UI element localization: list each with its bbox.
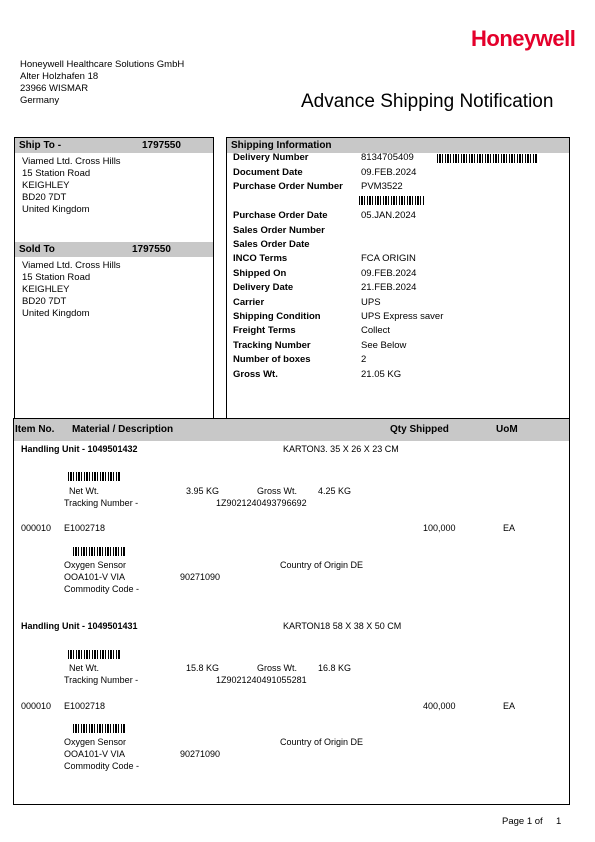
uom: EA bbox=[503, 523, 516, 533]
row-label: Purchase Order Date bbox=[233, 210, 328, 221]
sold-to-line: United Kingdom bbox=[22, 308, 90, 319]
row-value: 21.05 KG bbox=[361, 369, 402, 380]
row-label: Carrier bbox=[233, 297, 265, 308]
address-panel bbox=[14, 137, 214, 420]
commodity-code-label: Commodity Code - bbox=[64, 761, 140, 771]
row-value: 2 bbox=[361, 354, 367, 365]
sender-address bbox=[20, 59, 184, 107]
row-label: Delivery Date bbox=[233, 282, 294, 293]
row-label: Number of boxes bbox=[233, 354, 311, 365]
gross-weight-label: Gross Wt. bbox=[257, 486, 297, 496]
carton-dimensions: KARTON18 58 X 38 X 50 CM bbox=[283, 621, 402, 631]
sold-to-number: 1797550 bbox=[132, 244, 171, 255]
handling-unit-barcode bbox=[68, 472, 120, 481]
col-material: Material / Description bbox=[72, 424, 174, 435]
product-code-name: OOA101-V VIA bbox=[64, 749, 126, 759]
country-of-origin: Country of Origin DE bbox=[280, 560, 364, 570]
shipping-info-panel bbox=[226, 137, 570, 420]
handling-unit-label: Handling Unit - 1049501432 bbox=[21, 444, 138, 454]
ship-to-line: 15 Station Road bbox=[22, 168, 91, 179]
row-label: Delivery Number bbox=[233, 152, 309, 163]
row-value: 09.FEB.2024 bbox=[361, 167, 417, 178]
sold-to-line: Viamed Ltd. Cross Hills bbox=[22, 260, 121, 271]
net-weight-label: Net Wt. bbox=[69, 486, 100, 496]
ship-to-line: United Kingdom bbox=[22, 204, 90, 215]
row-label: Gross Wt. bbox=[233, 369, 278, 380]
country-of-origin: Country of Origin DE bbox=[280, 737, 364, 747]
net-weight-label: Net Wt. bbox=[69, 663, 100, 673]
row-value: 05.JAN.2024 bbox=[361, 210, 416, 221]
tracking-number-label: Tracking Number - bbox=[64, 675, 139, 685]
material-number: E1002718 bbox=[64, 523, 106, 533]
row-value: 21.FEB.2024 bbox=[361, 282, 417, 293]
page-number-total: 1 bbox=[556, 816, 562, 827]
page-number-label: Page 1 of bbox=[502, 816, 543, 827]
row-value: Collect bbox=[361, 325, 391, 336]
uom: EA bbox=[503, 701, 516, 711]
handling-unit-label: Handling Unit - 1049501431 bbox=[21, 621, 138, 631]
row-label: Sales Order Number bbox=[233, 225, 325, 236]
ship-to-line: KEIGHLEY bbox=[22, 180, 70, 191]
tracking-number-label: Tracking Number - bbox=[64, 498, 139, 508]
row-label: Freight Terms bbox=[233, 325, 296, 336]
sold-to-line: KEIGHLEY bbox=[22, 284, 70, 295]
col-uom: UoM bbox=[496, 424, 518, 435]
tracking-number-value: 1Z9021240491055281 bbox=[216, 675, 307, 685]
gross-weight-label: Gross Wt. bbox=[257, 663, 297, 673]
ship-to-number: 1797550 bbox=[142, 140, 181, 151]
sold-to-label: Sold To bbox=[19, 244, 55, 255]
row-value: FCA ORIGIN bbox=[361, 253, 416, 264]
sender-line: Germany bbox=[20, 95, 60, 106]
row-label: Tracking Number bbox=[233, 340, 311, 351]
ship-to-line: BD20 7DT bbox=[22, 192, 67, 203]
ship-to-header bbox=[15, 138, 213, 153]
document-title: Advance Shipping Notification bbox=[301, 91, 554, 112]
col-item-no: Item No. bbox=[15, 424, 55, 435]
sender-line: 23966 WISMAR bbox=[20, 83, 89, 94]
row-label: Sales Order Date bbox=[233, 239, 310, 250]
sender-line: Alter Holzhafen 18 bbox=[20, 71, 99, 82]
gross-weight-value: 16.8 KG bbox=[318, 663, 352, 673]
material-barcode bbox=[73, 547, 125, 556]
material-description: Oxygen Sensor bbox=[64, 737, 127, 747]
row-value: 09.FEB.2024 bbox=[361, 268, 417, 279]
gross-weight-value: 4.25 KG bbox=[318, 486, 352, 496]
row-label: Shipped On bbox=[233, 268, 287, 279]
item-number: 000010 bbox=[21, 701, 52, 711]
sender-line: Honeywell Healthcare Solutions GmbH bbox=[20, 59, 185, 70]
sold-to-header bbox=[15, 242, 213, 257]
sold-to-address bbox=[22, 260, 121, 320]
ship-to-address bbox=[22, 156, 121, 216]
row-label: INCO Terms bbox=[233, 253, 288, 264]
sold-to-line: 15 Station Road bbox=[22, 272, 91, 283]
shipping-info-title: Shipping Information bbox=[231, 140, 332, 151]
row-label: Purchase Order Number bbox=[233, 181, 343, 192]
row-value: PVM3522 bbox=[361, 181, 403, 192]
ship-to-line: Viamed Ltd. Cross Hills bbox=[22, 156, 121, 167]
material-number: E1002718 bbox=[64, 701, 106, 711]
shipping-info-header bbox=[227, 138, 569, 153]
tariff-code: 90271090 bbox=[180, 572, 221, 582]
row-value: UPS Express saver bbox=[361, 311, 444, 322]
col-qty-shipped: Qty Shipped bbox=[390, 424, 449, 435]
material-barcode bbox=[73, 724, 125, 733]
row-value: 8134705409 bbox=[361, 152, 414, 163]
po-barcode bbox=[359, 196, 425, 205]
net-weight-value: 15.8 KG bbox=[186, 663, 220, 673]
items-table-header bbox=[14, 419, 569, 441]
product-code-name: OOA101-V VIA bbox=[64, 572, 126, 582]
handling-unit-barcode bbox=[68, 650, 120, 659]
ship-to-label: Ship To - bbox=[19, 140, 62, 151]
row-value: See Below bbox=[361, 340, 407, 351]
row-label: Shipping Condition bbox=[233, 311, 321, 322]
qty-shipped: 100,000 bbox=[423, 523, 456, 533]
delivery-barcode bbox=[437, 154, 537, 163]
item-number: 000010 bbox=[21, 523, 52, 533]
honeywell-logo: Honeywell bbox=[471, 26, 576, 51]
sold-to-line: BD20 7DT bbox=[22, 296, 67, 307]
tracking-number-value: 1Z9021240493796692 bbox=[216, 498, 307, 508]
carton-dimensions: KARTON3. 35 X 26 X 23 CM bbox=[283, 444, 399, 454]
commodity-code-label: Commodity Code - bbox=[64, 584, 140, 594]
tariff-code: 90271090 bbox=[180, 749, 221, 759]
material-description: Oxygen Sensor bbox=[64, 560, 127, 570]
row-label: Document Date bbox=[233, 167, 303, 178]
qty-shipped: 400,000 bbox=[423, 701, 456, 711]
row-value: UPS bbox=[361, 297, 381, 308]
net-weight-value: 3.95 KG bbox=[186, 486, 220, 496]
